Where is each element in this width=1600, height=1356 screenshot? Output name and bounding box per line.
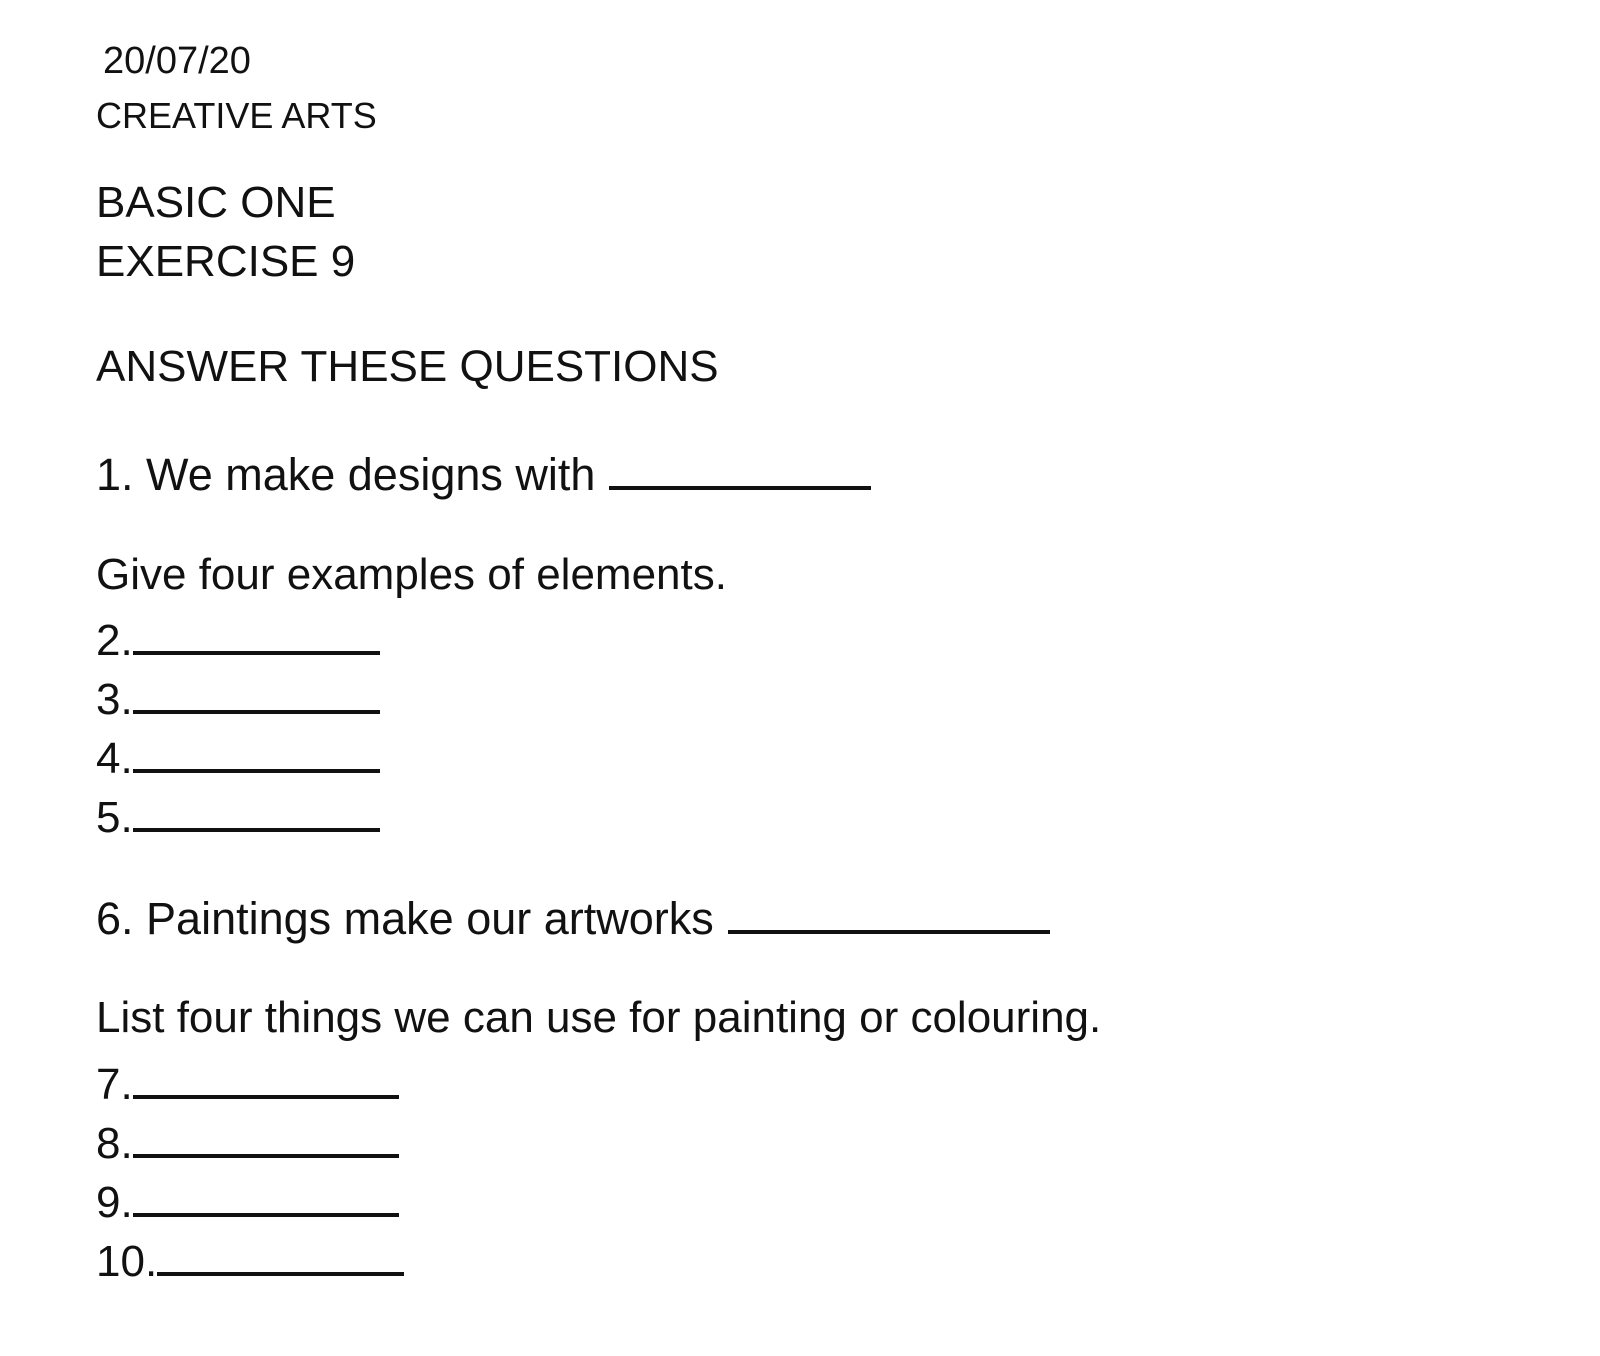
answer-line-4: [96, 731, 380, 781]
class-level: BASIC ONE: [96, 178, 336, 227]
subject-title: CREATIVE ARTS: [96, 95, 377, 136]
question-6: [96, 892, 1050, 944]
question-number-10: 10.: [96, 1237, 158, 1286]
question-6-text: 6. Paintings make our artworks: [96, 893, 714, 944]
answer-line-7: [96, 1057, 399, 1107]
question-1: [96, 448, 871, 500]
answer-line-5: [96, 790, 380, 840]
question-number-4: 4.: [96, 734, 133, 783]
answer-blank-1: [609, 448, 871, 490]
answer-blank-5: [133, 790, 380, 832]
answer-blank-8: [133, 1116, 399, 1158]
elements-prompt: Give four examples of elements.: [96, 550, 727, 599]
answer-blank-7: [133, 1057, 399, 1099]
answer-blank-10: [157, 1234, 404, 1276]
worksheet-date: 20/07/20: [103, 40, 251, 82]
answer-line-10: [96, 1234, 404, 1284]
question-number-8: 8.: [96, 1119, 133, 1168]
question-number-7: 7.: [96, 1060, 133, 1109]
question-number-9: 9.: [96, 1178, 133, 1227]
answer-blank-6: [728, 892, 1050, 934]
answer-line-3: [96, 672, 380, 722]
answer-blank-9: [133, 1175, 399, 1217]
question-number-2: 2.: [96, 616, 133, 665]
answer-line-9: [96, 1175, 399, 1225]
question-number-5: 5.: [96, 793, 133, 842]
answer-line-2: [96, 613, 380, 663]
instruction-heading: ANSWER THESE QUESTIONS: [96, 342, 719, 391]
painting-prompt: List four things we can use for painting or colouring.: [96, 993, 1102, 1042]
answer-line-8: [96, 1116, 399, 1166]
answer-blank-3: [133, 672, 380, 714]
question-1-text: 1. We make designs with: [96, 449, 596, 500]
answer-blank-4: [133, 731, 380, 773]
exercise-title: EXERCISE 9: [96, 237, 356, 286]
answer-blank-2: [133, 613, 380, 655]
question-number-3: 3.: [96, 675, 133, 724]
